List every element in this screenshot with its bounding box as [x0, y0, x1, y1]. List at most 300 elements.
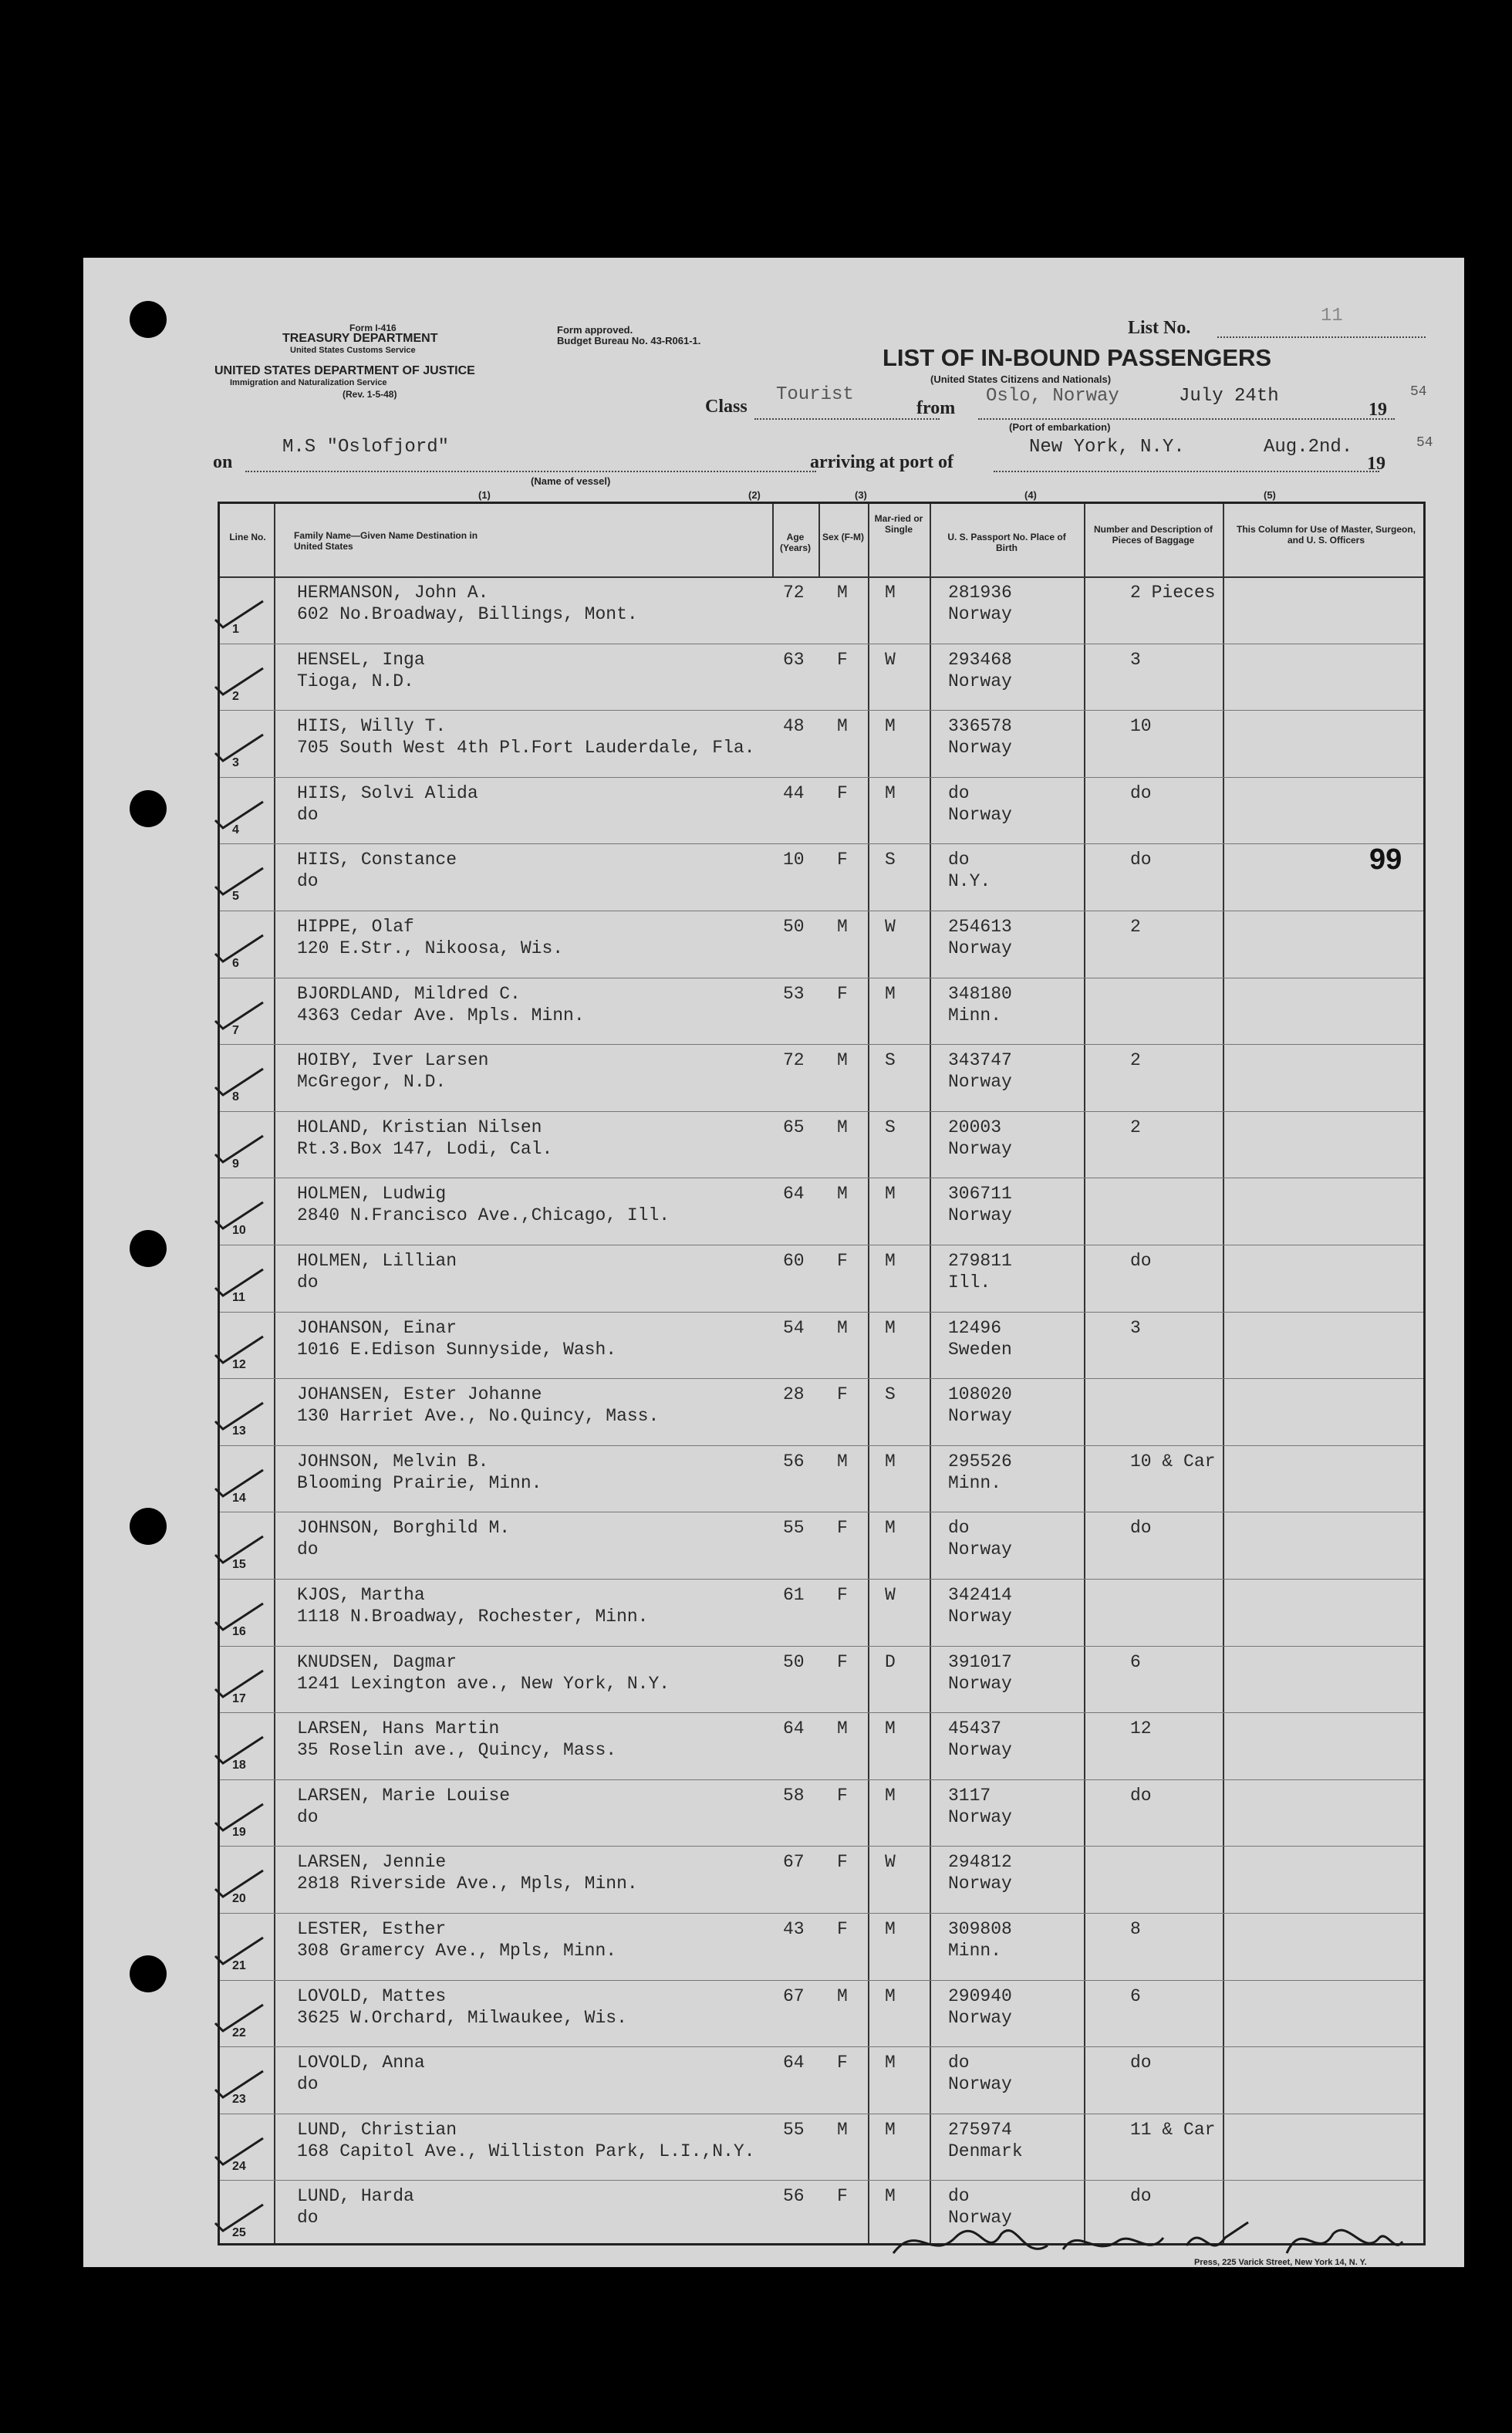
passenger-age: 56: [783, 1451, 805, 1472]
checkmark-icon: [212, 1401, 266, 1432]
passenger-destination: do: [297, 1806, 319, 1827]
passenger-sex: M: [837, 1718, 848, 1739]
marital-status: M: [885, 782, 896, 803]
passenger-sex: F: [837, 1384, 848, 1405]
passenger-name: JOHANSON, Einar: [297, 1317, 457, 1338]
checkmark-icon: [212, 2203, 266, 2234]
marital-status: M: [885, 1518, 896, 1539]
passenger-destination: 2818 Riverside Ave., Mpls, Minn.: [297, 1874, 638, 1894]
checkmark-icon: [212, 2070, 266, 2100]
list-no-underline: [1217, 336, 1426, 338]
place-of-birth: Norway: [948, 1673, 1012, 1694]
table-row: [220, 1846, 1423, 1912]
passenger-name: KNUDSEN, Dagmar: [297, 1651, 457, 1672]
marital-status: W: [885, 1585, 896, 1605]
passport-number: 279811: [948, 1251, 1012, 1271]
line-number: 1: [232, 623, 239, 636]
checkmark-icon: [212, 1468, 266, 1499]
baggage: 12: [1130, 1718, 1152, 1739]
passenger-destination: 1016 E.Edison Sunnyside, Wash.: [297, 1339, 617, 1360]
marital-status: M: [885, 2053, 896, 2073]
place-of-birth: Minn.: [948, 1941, 1002, 1961]
passenger-name: LUND, Christian: [297, 2119, 457, 2140]
checkmark-icon: [212, 600, 266, 630]
page-title: LIST OF IN-BOUND PASSENGERS: [883, 344, 1272, 371]
row-divider: [220, 1779, 1423, 1780]
checkmark-icon: [212, 1869, 266, 1900]
col-officers-header: This Column for Use of Master, Surgeon, and U. S. Officers: [1236, 524, 1416, 546]
line-number: 25: [232, 2226, 246, 2240]
from-underline: [978, 418, 1395, 420]
passport-number: 348180: [948, 983, 1012, 1004]
row-divider: [220, 2046, 1423, 2047]
passenger-sex: F: [837, 1852, 848, 1873]
passenger-destination: 120 E.Str., Nikoosa, Wis.: [297, 938, 564, 958]
form-number: Form I-416: [349, 323, 397, 333]
baggage: do: [1130, 1785, 1152, 1806]
table-row: [220, 978, 1423, 1044]
passenger-age: 64: [783, 1184, 805, 1205]
class-label: Class: [705, 397, 748, 417]
marital-status: M: [885, 1451, 896, 1472]
row-divider: [220, 2180, 1423, 2181]
checkmark-icon: [212, 1134, 266, 1165]
treasury-dept: TREASURY DEPARTMENT: [282, 332, 438, 345]
passenger-sex: M: [837, 1985, 848, 2006]
table-row: [220, 1646, 1423, 1712]
passenger-age: 67: [783, 1852, 805, 1873]
year-prefix: 19: [1369, 400, 1387, 420]
place-of-birth: Norway: [948, 738, 1012, 759]
line-number: 19: [232, 1825, 246, 1839]
marital-status: M: [885, 1184, 896, 1205]
passenger-name: HOLAND, Kristian Nilsen: [297, 1117, 542, 1137]
passport-number: 3117: [948, 1785, 991, 1806]
col-line-header: Line No.: [229, 532, 266, 542]
passenger-sex: F: [837, 1785, 848, 1806]
baggage: do: [1130, 850, 1152, 870]
passenger-age: 10: [783, 850, 805, 870]
passenger-name: HOLMEN, Lillian: [297, 1251, 457, 1271]
passenger-sex: M: [837, 2119, 848, 2140]
binder-hole: [130, 1955, 167, 1992]
year-prefix-2: 19: [1367, 454, 1385, 474]
line-number: 24: [232, 2159, 246, 2173]
table-row: [220, 1111, 1423, 1178]
table-row: [220, 1913, 1423, 1979]
marital-status: M: [885, 2119, 896, 2140]
row-divider: [220, 1579, 1423, 1580]
passenger-age: 56: [783, 2186, 805, 2207]
passenger-destination: McGregor, N.D.: [297, 1072, 447, 1093]
place-of-birth: Sweden: [948, 1339, 1012, 1360]
passenger-name: LUND, Harda: [297, 2186, 414, 2207]
passport-number: 293468: [948, 649, 1012, 670]
row-divider: [220, 1044, 1423, 1045]
passport-number: 281936: [948, 583, 1012, 603]
passport-number: 254613: [948, 917, 1012, 937]
marital-status: M: [885, 1317, 896, 1338]
baggage: 2 Pieces: [1130, 583, 1216, 603]
marital-status: M: [885, 1985, 896, 2006]
passport-number: 295526: [948, 1451, 1012, 1472]
place-of-birth: Norway: [948, 604, 1012, 624]
row-divider: [220, 1312, 1423, 1313]
passenger-destination: Blooming Prairie, Minn.: [297, 1472, 542, 1493]
col-baggage-header: Number and Description of Pieces of Baggage: [1093, 524, 1213, 546]
passenger-name: JOHANSEN, Ester Johanne: [297, 1384, 542, 1405]
passport-number: do: [948, 850, 970, 870]
col-sex-header: Sex (F-M): [822, 532, 864, 542]
passenger-sex: F: [837, 1651, 848, 1672]
passenger-age: 60: [783, 1251, 805, 1271]
table-row: [220, 1312, 1423, 1378]
baggage: do: [1130, 782, 1152, 803]
passenger-destination: 705 South West 4th Pl.Fort Lauderdale, Fla.: [297, 738, 755, 759]
passenger-destination: 1118 N.Broadway, Rochester, Minn.: [297, 1607, 649, 1627]
passport-number: do: [948, 782, 970, 803]
table-row: [220, 1378, 1423, 1445]
line-number: 2: [232, 689, 239, 703]
checkmark-icon: [212, 2137, 266, 2168]
passenger-destination: 2840 N.Francisco Ave.,Chicago, Ill.: [297, 1205, 670, 1226]
passport-number: do: [948, 2053, 970, 2073]
form-sheet: [83, 258, 1464, 2267]
line-number: 12: [232, 1357, 246, 1371]
table-row: [220, 644, 1423, 710]
table-row: [220, 1779, 1423, 1846]
passenger-age: 63: [783, 649, 805, 670]
passenger-name: HOLMEN, Ludwig: [297, 1184, 447, 1205]
passenger-destination: do: [297, 871, 319, 892]
row-divider: [220, 1980, 1423, 1981]
line-number: 6: [232, 957, 239, 970]
marital-status: M: [885, 1919, 896, 1939]
baggage: 3: [1130, 649, 1141, 670]
col-num-3: (3): [855, 489, 867, 501]
checkmark-icon: [212, 2003, 266, 2034]
col-married-header: Mar-ried or Single: [874, 513, 923, 535]
budget-bureau: Budget Bureau No. 43-R061-1.: [557, 335, 701, 346]
place-of-birth: Norway: [948, 938, 1012, 958]
passenger-destination: 1241 Lexington ave., New York, N.Y.: [297, 1673, 670, 1694]
class-value: Tourist: [776, 384, 854, 405]
customs-service: United States Customs Service: [290, 346, 416, 355]
passenger-destination: Rt.3.Box 147, Lodi, Cal.: [297, 1138, 553, 1159]
table-row: [220, 1980, 1423, 2046]
col-num-5: (5): [1264, 489, 1276, 501]
place-of-birth: Ill.: [948, 1272, 991, 1293]
checkmark-icon: [212, 667, 266, 698]
page-subtitle: (United States Citizens and Nationals): [930, 373, 1112, 385]
passenger-sex: F: [837, 1585, 848, 1605]
passenger-sex: F: [837, 782, 848, 803]
line-number: 13: [232, 1424, 246, 1438]
passenger-destination: 4363 Cedar Ave. Mpls. Minn.: [297, 1005, 585, 1026]
line-number: 10: [232, 1224, 246, 1238]
table-row: [220, 2046, 1423, 2113]
row-divider: [220, 1913, 1423, 1914]
checkmark-icon: [212, 1669, 266, 1700]
passenger-destination: do: [297, 804, 319, 825]
line-number: 18: [232, 1759, 246, 1772]
ins-service: Immigration and Naturalization Service: [230, 378, 387, 387]
year-1: 54: [1410, 384, 1427, 400]
passenger-destination: 602 No.Broadway, Billings, Mont.: [297, 604, 638, 624]
col-passport-header: U. S. Passport No. Place of Birth: [947, 532, 1066, 553]
list-no-label: List No.: [1128, 318, 1191, 338]
table-row: [220, 1044, 1423, 1110]
baggage: do: [1130, 1251, 1152, 1271]
table-row: [220, 1712, 1423, 1779]
checkmark-icon: [212, 733, 266, 764]
row-divider: [220, 1445, 1423, 1446]
checkmark-icon: [212, 800, 266, 831]
passport-number: 20003: [948, 1117, 1002, 1137]
list-number: 11: [1321, 306, 1343, 326]
place-of-birth: Norway: [948, 671, 1012, 691]
place-of-birth: Minn.: [948, 1472, 1002, 1493]
row-divider: [220, 777, 1423, 778]
checkmark-icon: [212, 1735, 266, 1766]
table-row: [220, 1245, 1423, 1311]
passenger-destination: 3625 W.Orchard, Milwaukee, Wis.: [297, 2007, 627, 2028]
passenger-sex: F: [837, 1518, 848, 1539]
table-row: [220, 576, 1423, 643]
place-of-birth: Norway: [948, 804, 1012, 825]
table-row: [220, 1445, 1423, 1512]
checkmark-icon: [212, 1201, 266, 1232]
passport-number: 108020: [948, 1384, 1012, 1405]
passport-number: 336578: [948, 716, 1012, 737]
place-of-birth: Norway: [948, 1607, 1012, 1627]
marital-status: D: [885, 1651, 896, 1672]
baggage: 11 & Car: [1130, 2119, 1216, 2140]
passport-number: 343747: [948, 1050, 1012, 1071]
checkmark-icon: [212, 1936, 266, 1967]
row-divider: [220, 1712, 1423, 1713]
passenger-sex: F: [837, 649, 848, 670]
passenger-sex: F: [837, 983, 848, 1004]
passenger-age: 55: [783, 2119, 805, 2140]
year-2: 54: [1416, 435, 1433, 451]
justice-dept: UNITED STATES DEPARTMENT OF JUSTICE: [214, 364, 475, 377]
passenger-age: 64: [783, 2053, 805, 2073]
marital-status: M: [885, 1251, 896, 1271]
col-family-header: Family Name—Given Name Destination in United States: [294, 530, 478, 552]
line-number: 11: [232, 1291, 245, 1304]
line-number: 9: [232, 1157, 239, 1171]
binder-hole: [130, 1508, 167, 1545]
line-number: 7: [232, 1023, 239, 1037]
marital-status: W: [885, 1852, 896, 1873]
passenger-sex: F: [837, 1919, 848, 1939]
marital-status: M: [885, 1718, 896, 1739]
passenger-destination: 130 Harriet Ave., No.Quincy, Mass.: [297, 1406, 660, 1427]
place-of-birth: Norway: [948, 1205, 1012, 1226]
passenger-sex: F: [837, 850, 848, 870]
vessel-name: M.S "Oslofjord": [282, 437, 450, 458]
col-num-1: (1): [478, 489, 491, 501]
place-of-birth: Norway: [948, 2208, 1012, 2229]
passenger-sex: F: [837, 1251, 848, 1271]
row-divider: [220, 1378, 1423, 1379]
passenger-age: 50: [783, 1651, 805, 1672]
marital-status: M: [885, 1785, 896, 1806]
place-of-birth: Minn.: [948, 1005, 1002, 1026]
passenger-name: LOVOLD, Anna: [297, 2053, 425, 2073]
table-row: [220, 2114, 1423, 2180]
line-number: 17: [232, 1691, 246, 1705]
checkmark-icon: [212, 934, 266, 965]
col-age-header: Age (Years): [779, 532, 812, 553]
passenger-sex: M: [837, 583, 848, 603]
passenger-name: HIPPE, Olaf: [297, 917, 414, 937]
marital-status: M: [885, 983, 896, 1004]
row-divider: [220, 710, 1423, 711]
passenger-name: JOHNSON, Borghild M.: [297, 1518, 511, 1539]
passenger-age: 48: [783, 716, 805, 737]
passenger-age: 67: [783, 1985, 805, 2006]
place-of-birth: Denmark: [948, 2141, 1023, 2161]
place-of-birth: Norway: [948, 1138, 1012, 1159]
arriving-label: arriving at port of: [810, 452, 953, 472]
line-number: 14: [232, 1491, 246, 1505]
arrival-underline: [994, 471, 1379, 472]
line-number: 22: [232, 2026, 246, 2039]
marital-status: S: [885, 1050, 896, 1071]
passenger-name: HIIS, Constance: [297, 850, 457, 870]
passenger-name: KJOS, Martha: [297, 1585, 425, 1605]
line-number: 16: [232, 1625, 246, 1638]
table-row: [220, 710, 1423, 776]
passenger-sex: M: [837, 1117, 848, 1137]
passport-number: 294812: [948, 1852, 1012, 1873]
passenger-table: [218, 502, 1426, 2245]
passenger-name: HIIS, Solvi Alida: [297, 782, 478, 803]
passport-number: 391017: [948, 1651, 1012, 1672]
baggage: 2: [1130, 917, 1141, 937]
passenger-name: LARSEN, Hans Martin: [297, 1718, 500, 1739]
checkmark-icon: [212, 1067, 266, 1098]
col-num-2: (2): [748, 489, 761, 501]
passenger-sex: M: [837, 1451, 848, 1472]
baggage: 3: [1130, 1317, 1141, 1338]
baggage: do: [1130, 2053, 1152, 2073]
passenger-name: BJORDLAND, Mildred C.: [297, 983, 521, 1004]
place-of-birth: Norway: [948, 1406, 1012, 1427]
passenger-name: JOHNSON, Melvin B.: [297, 1451, 489, 1472]
row-divider: [220, 843, 1423, 844]
place-of-birth: Norway: [948, 1806, 1012, 1827]
row-divider: [220, 1111, 1423, 1112]
passenger-age: 50: [783, 917, 805, 937]
passenger-destination: Tioga, N.D.: [297, 671, 414, 691]
passenger-name: LESTER, Esther: [297, 1919, 447, 1939]
table-row: [220, 1178, 1423, 1244]
line-number: 20: [232, 1892, 246, 1906]
line-number: 21: [232, 1959, 246, 1972]
arrival-date: Aug.2nd.: [1264, 437, 1353, 458]
port-embarkation-label: (Port of embarkation): [1009, 421, 1111, 433]
passenger-sex: M: [837, 917, 848, 937]
place-of-birth: Norway: [948, 1740, 1012, 1761]
marital-status: M: [885, 2186, 896, 2207]
baggage: 6: [1130, 1985, 1141, 2006]
vessel-underline: [245, 471, 816, 472]
line-number: 3: [232, 756, 239, 770]
place-of-birth: Norway: [948, 1874, 1012, 1894]
line-number: 8: [232, 1090, 239, 1104]
binder-hole: [130, 301, 167, 338]
binder-hole: [130, 1230, 167, 1267]
marital-status: S: [885, 850, 896, 870]
table-row: [220, 1579, 1423, 1645]
passenger-name: HENSEL, Inga: [297, 649, 425, 670]
passenger-destination: do: [297, 2074, 319, 2095]
passenger-age: 43: [783, 1919, 805, 1939]
passenger-age: 53: [783, 983, 805, 1004]
passenger-destination: do: [297, 1272, 319, 1293]
passenger-sex: M: [837, 1184, 848, 1205]
marital-status: W: [885, 917, 896, 937]
marital-status: S: [885, 1117, 896, 1137]
baggage: do: [1130, 1518, 1152, 1539]
passport-number: 306711: [948, 1184, 1012, 1205]
baggage: 10 & Car: [1130, 1451, 1216, 1472]
passenger-age: 65: [783, 1117, 805, 1137]
checkmark-icon: [212, 1268, 266, 1299]
officer-note: 99: [1369, 843, 1402, 877]
table-row: [220, 843, 1423, 910]
passenger-name: HIIS, Willy T.: [297, 716, 447, 737]
passenger-destination: do: [297, 2208, 319, 2229]
passenger-sex: M: [837, 716, 848, 737]
baggage: 2: [1130, 1050, 1141, 1071]
passenger-age: 58: [783, 1785, 805, 1806]
passenger-age: 55: [783, 1518, 805, 1539]
passenger-sex: M: [837, 1317, 848, 1338]
col-num-4: (4): [1024, 489, 1037, 501]
class-underline: [754, 418, 940, 420]
passenger-name: HOIBY, Iver Larsen: [297, 1050, 489, 1071]
passenger-sex: F: [837, 2053, 848, 2073]
passenger-age: 72: [783, 1050, 805, 1071]
line-number: 15: [232, 1558, 246, 1572]
baggage: 10: [1130, 716, 1152, 737]
passport-number: do: [948, 2186, 970, 2207]
baggage: 6: [1130, 1651, 1141, 1672]
arrival-port: New York, N.Y.: [1029, 437, 1185, 458]
passenger-age: 28: [783, 1384, 805, 1405]
passenger-destination: 168 Capitol Ave., Williston Park, L.I.,N.Y.: [297, 2141, 755, 2161]
passport-number: 12496: [948, 1317, 1002, 1338]
checkmark-icon: [212, 1001, 266, 1032]
passenger-age: 61: [783, 1585, 805, 1605]
passport-number: 45437: [948, 1718, 1002, 1739]
passport-number: 342414: [948, 1585, 1012, 1605]
place-of-birth: N.Y.: [948, 871, 991, 892]
place-of-birth: Norway: [948, 1539, 1012, 1560]
revision: (Rev. 1-5-48): [343, 389, 397, 400]
row-divider: [220, 1646, 1423, 1647]
checkmark-icon: [212, 867, 266, 897]
passenger-age: 44: [783, 782, 805, 803]
checkmark-icon: [212, 1803, 266, 1833]
baggage: 2: [1130, 1117, 1141, 1137]
checkmark-icon: [212, 1602, 266, 1633]
place-of-birth: Norway: [948, 1072, 1012, 1093]
